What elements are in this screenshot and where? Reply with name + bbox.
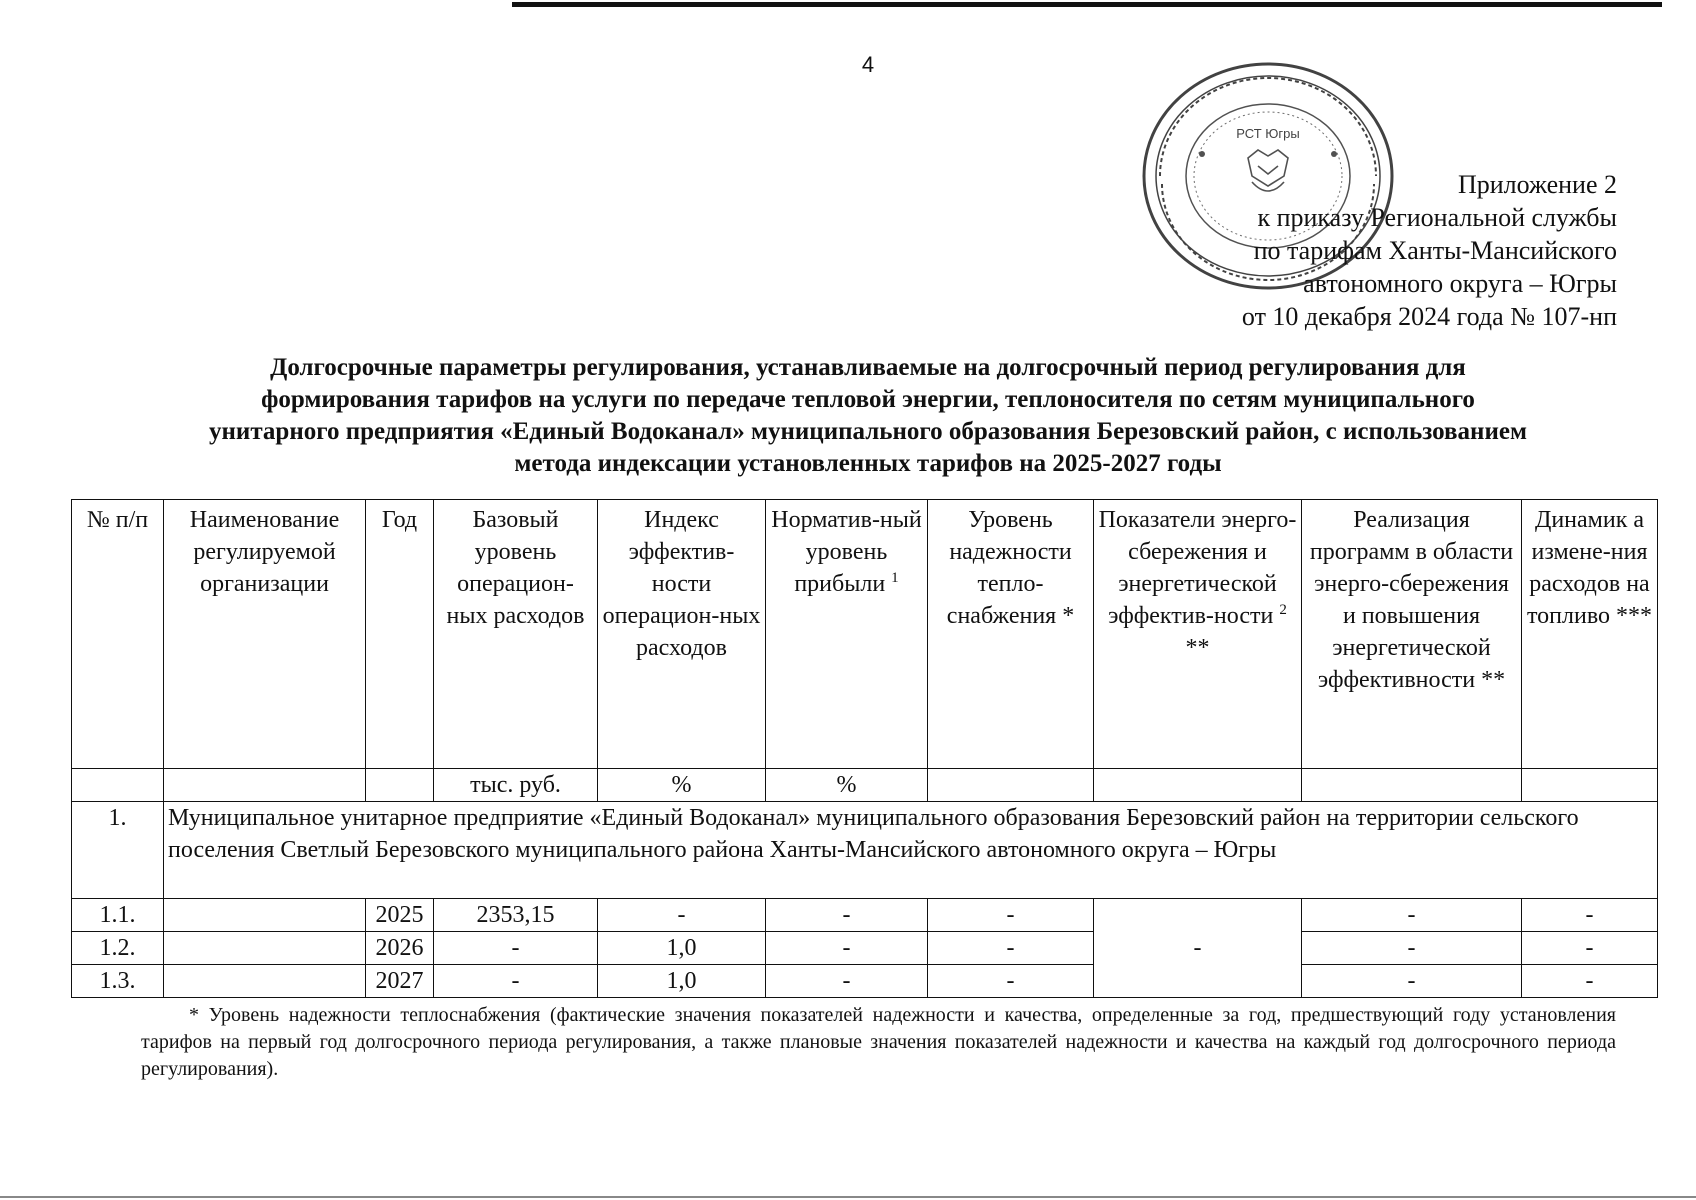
- footnote-ref-2: 2: [1279, 602, 1287, 618]
- page-number: 4: [861, 52, 875, 77]
- appendix-block: [1242, 168, 1617, 333]
- units-index: %: [598, 769, 766, 802]
- organization-num: 1.: [72, 802, 164, 899]
- units-cell: [72, 769, 164, 802]
- row-index: 1,0: [598, 965, 766, 998]
- title-line: Долгосрочные параметры регулирования, устанавливаемые на долгосрочный период регулирования для: [270, 354, 1466, 381]
- title-line: метода индексации установленных тарифов на 2025-2027 годы: [514, 450, 1222, 477]
- row-fuel: -: [1522, 899, 1658, 932]
- table-row: [72, 965, 1658, 998]
- row-base: 2353,15: [434, 899, 598, 932]
- table-units-row: [72, 769, 1658, 802]
- appendix-line: к приказу Региональной службы: [1257, 203, 1617, 232]
- header-base-opex: Базовый уровень операцион-ных расходов: [434, 500, 598, 769]
- units-base: тыс. руб.: [434, 769, 598, 802]
- row-programs: -: [1302, 899, 1522, 932]
- header-reliability: Уровень надежности тепло-снабжения *: [928, 500, 1094, 769]
- units-cell: [928, 769, 1094, 802]
- bottom-rule: [0, 1196, 1696, 1198]
- appendix-line: Приложение 2: [1457, 170, 1617, 199]
- seal-center-text: РСТ Югры: [1236, 126, 1300, 141]
- units-cell: [1302, 769, 1522, 802]
- header-profit-level: [766, 500, 928, 769]
- appendix-line: от 10 декабря 2024 года № 107-нп: [1241, 302, 1617, 331]
- row-fuel: -: [1522, 965, 1658, 998]
- organization-name: Муниципальное унитарное предприятие «Единый Водоканал» муниципального образования Березовский район на территории сельского поселения Светлый Березовского муниципального района Ханты-Мансийского автономного округа – Югры: [164, 802, 1658, 899]
- row-fuel: -: [1522, 932, 1658, 965]
- footnote-ref-1: 1: [891, 570, 899, 586]
- row-year: 2026: [366, 932, 434, 965]
- appendix-line: автономного округа – Югры: [1303, 269, 1617, 298]
- row-num: 1.2.: [72, 932, 164, 965]
- units-cell: [366, 769, 434, 802]
- units-cell: [164, 769, 366, 802]
- row-num: 1.1.: [72, 899, 164, 932]
- row-org: [164, 932, 366, 965]
- row-reliability: -: [928, 932, 1094, 965]
- energy-merged-cell: -: [1094, 899, 1302, 998]
- units-cell: [1094, 769, 1302, 802]
- row-org: [164, 965, 366, 998]
- row-programs: -: [1302, 965, 1522, 998]
- units-profit: %: [766, 769, 928, 802]
- top-rule: [512, 2, 1662, 7]
- row-profit: -: [766, 899, 928, 932]
- table-row: [72, 932, 1658, 965]
- row-reliability: -: [928, 965, 1094, 998]
- row-base: -: [434, 932, 598, 965]
- title-line: формирования тарифов на услуги по передаче тепловой энергии, теплоносителя по сетям муниципального: [261, 386, 1475, 413]
- row-reliability: -: [928, 899, 1094, 932]
- title-line: унитарного предприятия «Единый Водоканал» муниципального образования Березовский район, с использованием: [209, 418, 1527, 445]
- row-index: -: [598, 899, 766, 932]
- row-base: -: [434, 965, 598, 998]
- header-organization: Наименование регулируемой организации: [164, 500, 366, 769]
- units-cell: [1522, 769, 1658, 802]
- footnote: * Уровень надежности теплоснабжения (фактические значения показателей надежности и качества, определенные за год, предшествующий году установления тарифов на первый год долгосрочного периода регулирования, а также плановые значения показателей надежности и качества на каждый год долгосрочного периода регулирования).: [141, 1004, 1616, 1080]
- row-programs: -: [1302, 932, 1522, 965]
- header-energy-text: Показатели энерго-сбережения и энергетической эффектив-ности: [1098, 507, 1297, 629]
- header-num: № п/п: [72, 500, 164, 769]
- organization-row: [72, 802, 1658, 899]
- table-header-row: [72, 500, 1658, 769]
- row-num: 1.3.: [72, 965, 164, 998]
- parameters-table: [71, 499, 1658, 998]
- appendix-line: по тарифам Ханты-Мансийского: [1253, 236, 1617, 265]
- header-fuel-dynamics: Динамик а измене-ния расходов на топливо ***: [1522, 500, 1658, 769]
- document-title: [60, 352, 1676, 480]
- row-profit: -: [766, 965, 928, 998]
- header-efficiency-index: Индекс эффектив-ности операцион-ных расходов: [598, 500, 766, 769]
- header-programs: Реализация программ в области энерго-сбережения и повышения энергетической эффективности **: [1302, 500, 1522, 769]
- row-profit: -: [766, 932, 928, 965]
- header-energy-saving: [1094, 500, 1302, 769]
- header-energy-mark: **: [1185, 635, 1210, 661]
- table-row: [72, 899, 1658, 932]
- row-year: 2027: [366, 965, 434, 998]
- header-profit-text: Норматив-ный уровень прибыли: [771, 507, 922, 597]
- row-year: 2025: [366, 899, 434, 932]
- row-index: 1,0: [598, 932, 766, 965]
- header-year: Год: [366, 500, 434, 769]
- row-org: [164, 899, 366, 932]
